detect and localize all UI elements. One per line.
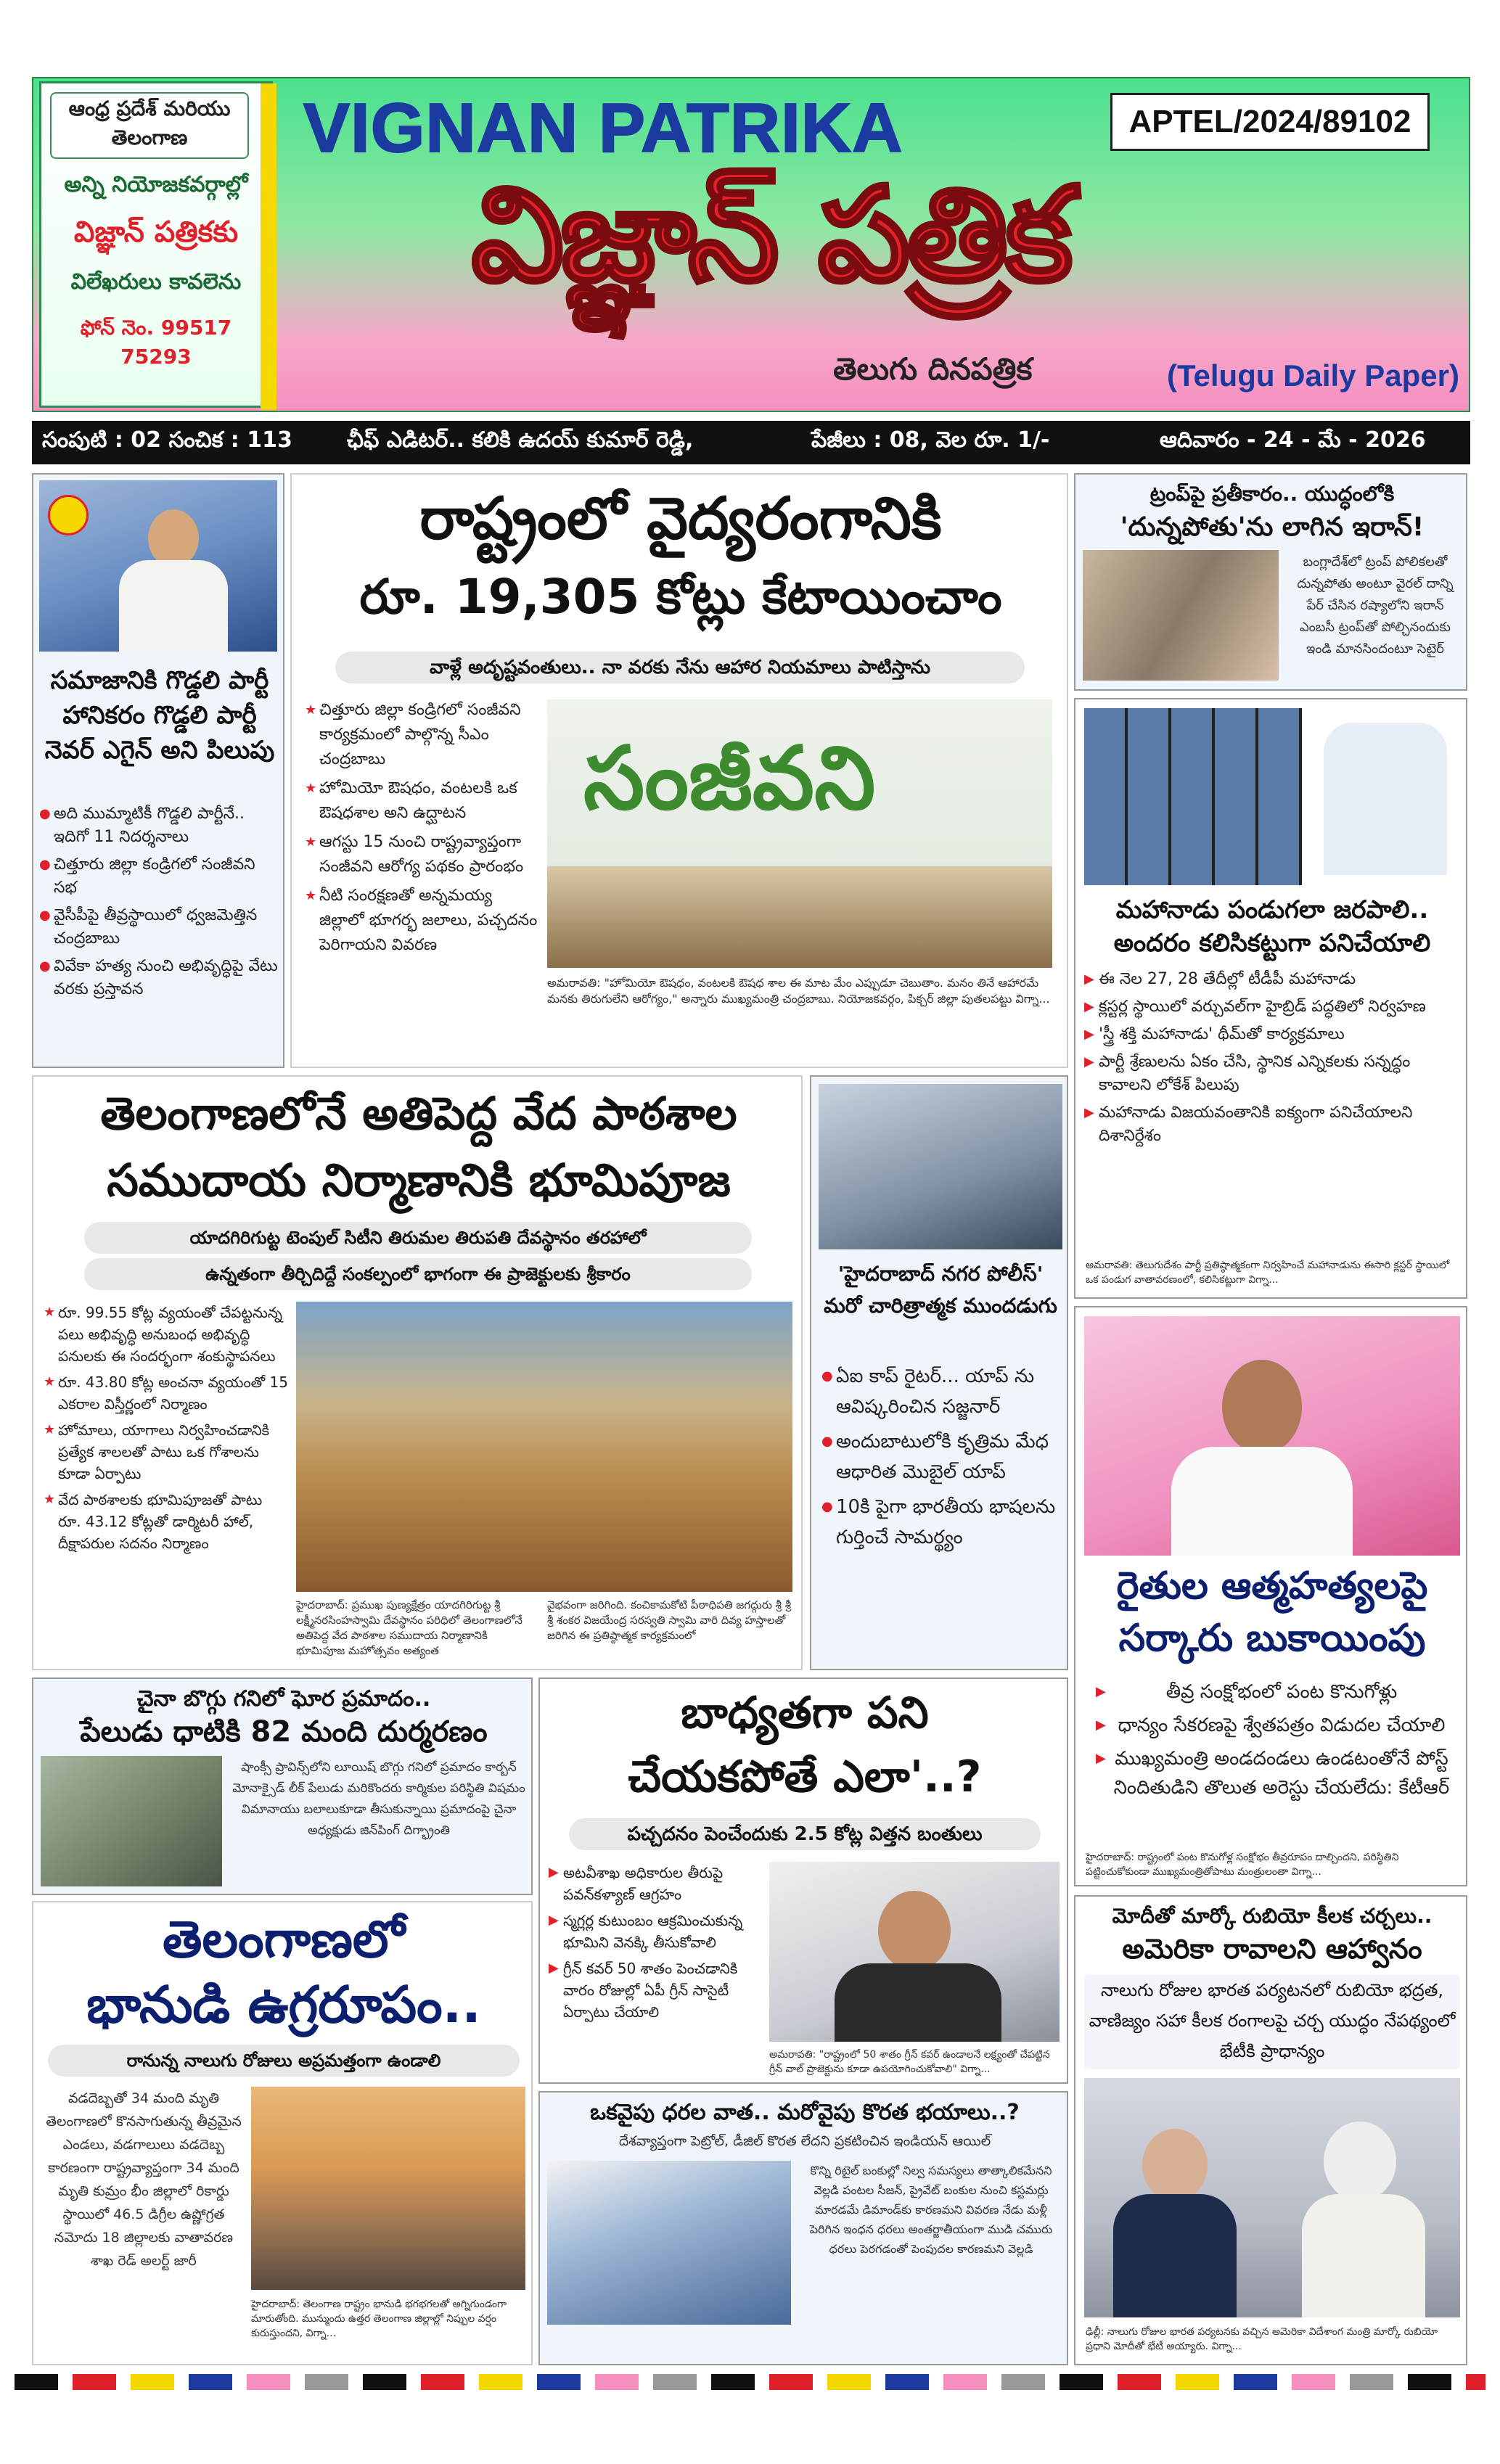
coal-body: షాంక్సీ ప్రావిన్స్‌లోని లూయిష్ బొగ్గు గనిలో ప్రమాదం కార్బన్ మోనాక్సైడ్ లీక్ పేలుడు మరికొందరు కార్మికుల పరిస్థితి విషమం విమానాయు బలాలుకూడా తీసుకున్నాయి ప్రమాదంపై చైనా అధ్యక్షుడు జిన్‌పింగ్ దిగ్భ్రాంతి — [232, 1760, 525, 1838]
heat-story — [32, 1901, 533, 2365]
modi-rubio-photo — [1084, 2078, 1460, 2317]
list-item: ★ చిత్తూరు జిల్లా కండ్రిగలో సంజీవని కార్యక్రమంలో పాల్గొన్న సీఎం చంద్రబాబు — [306, 698, 538, 772]
pawan-headline-2: చేయకపోతే ఎలా'..? — [628, 1752, 982, 1802]
veda-headline-1: తెలంగాణలోనే అతిపెద్ద వేద పాఠశాల — [100, 1087, 737, 1140]
list-item: ★ హోమియో ఔషధం, వంటలకి ఒక ఔషధశాల అని ఉద్ఘాటన — [306, 776, 538, 826]
constituencies-label: అన్ని నియోజకవర్గాల్లో — [64, 172, 248, 197]
rubio-story — [1074, 1895, 1467, 2365]
veda-ceremony-photo — [296, 1302, 792, 1592]
fuel-station-photo — [547, 2161, 791, 2325]
states-label: ఆంధ్ర ప్రదేశ్ మరియు తెలంగాణ — [50, 92, 249, 159]
list-item: ● అది ముమ్మాటికీ గొడ్డలి పార్టీనే.. ఇదిగో 11 నిదర్శనాలు — [41, 802, 279, 849]
mahanadu-caption: అమరావతి: తెలుగుదేశం పార్టీ ప్రతిష్ఠాత్మకంగా నిర్వహించే మహానాడును ఈసారి క్లస్టర్ స్థాయిలో ఒక పండుగ వాతావరణంలో, కలిసికట్టుగా విగ్నా... — [1086, 1260, 1450, 1286]
lead-subheadline: వాళ్లే అదృష్టవంతులు.. నా వరకు నేను ఆహార నియమాలు పాటిస్తాను — [335, 652, 1025, 683]
list-item: ▶ గ్రీన్ కవర్ 50 శాతం పెంచడానికి వారం రోజుల్లో ఏపీ గ్రీన్ సాసైటీ ఏర్పాటు చేయాలి — [550, 1958, 761, 2023]
pawan-photo — [769, 1862, 1060, 2042]
veda-sub-1: యాదగిరిగుట్ట టెంపుల్ సిటీని తిరుమల తిరుపతి దేవస్థానం తరహాలో — [84, 1222, 752, 1254]
veda-sub-2: ఉన్నతంగా తీర్చిదిద్దే సంకల్పంలో భాగంగా ఈ ప్రాజెక్టులకు శ్రీకారం — [84, 1258, 752, 1290]
list-item: ▶ ముఖ్యమంత్రి అండదండలు ఉండటంతోనే పోస్ట్ నిందితుడిని తొలుత అరెస్టు చేయలేదు: కేటీఆర్ — [1097, 1744, 1453, 1802]
mahanadu-headline-2: అందరం కలిసికట్టుగా పనిచేయాలి — [1113, 929, 1431, 958]
heat-body: వడదెబ్బతో 34 మంది మృతి తెలంగాణలో కొనసాగుతున్న తీవ్రమైన ఎండలు, వడగాలులు వడదెబ్బ కారణంగా రాష్ట్రవ్యాప్తంగా 34 మంది మృతి కుమ్రం భీం జిల్లాలో రికార్డు స్థాయిలో 46.5 డిగ్రీల ఉష్ణోగ్రత నమోదు 18 జిల్లాలకు వాతావరణ శాఖ రెడ్ అలర్ట్ జారీ — [46, 2090, 242, 2269]
sanjeevani-banner: సంజీవని — [583, 728, 876, 829]
police-story — [810, 1075, 1068, 1670]
veda-caption-2: వైభవంగా జరిగింది. కంచికామకోటి పీఠాధిపతి జగద్గురు శ్రీ శ్రీ శ్రీ శంకర విజయేంద్ర సరస్వతి స్వామి వారి దివ్య హస్తాలతో జరిగిన ఈ ప్రతిష్ఠాత్మక కార్యక్రమంలో — [547, 1598, 791, 1642]
list-item: ▶ మహానాడు విజయవంతానికి ఐక్యంగా పనిచేయాలని దిశానిర్దేశం — [1086, 1101, 1460, 1148]
coal-mine-photo — [41, 1756, 222, 1886]
mahanadu-story — [1074, 698, 1467, 1299]
list-item: ★ రూ. 43.80 కోట్ల అంచనా వ్యయంతో 15 ఎకరాల విస్తీర్ణంలో నిర్మాణం — [45, 1371, 289, 1415]
list-item: ▶ 'స్త్రీ శక్తి మహానాడు' థీమ్‌తో కార్యక్రమాలు — [1086, 1023, 1460, 1046]
list-item: ★ రూ. 99.55 కోట్ల వ్యయంతో చేపట్టనున్న పలు అభివృద్ధి అనుబంధ అభివృద్ధి పనులకు ఈ సందర్భంగా శంకుస్థాపనలు — [45, 1302, 289, 1367]
yellow-strip — [261, 83, 276, 410]
ktr-headline-2: సర్కారు బుకాయింపు — [1118, 1617, 1426, 1660]
list-item: ● 10కి పైగా భారతీయ భాషలను గుర్తించే సామర్థ్యం — [823, 1492, 1058, 1553]
list-item: ● వివేకా హత్య నుంచి అభివృద్ధిపై వేటు వరకు ప్రస్తావన — [41, 955, 279, 1001]
list-item: ● వైసీపీపై తీవ్రస్థాయిలో ధ్వజమెత్తిన చంద్రబాబు — [41, 904, 279, 950]
left-story — [32, 473, 284, 1068]
bull-trump-photo — [1083, 550, 1279, 681]
ktr-speech-photo — [1084, 1316, 1460, 1556]
pawan-story — [538, 1677, 1068, 2084]
paper-name-telugu: విజ్ఞాన్ పత్రిక — [472, 160, 1070, 310]
color-registration-strip — [15, 2374, 1485, 2390]
coal-headline-1: చైనా బొగ్గు గనిలో ఘోర ప్రమాదం.. — [136, 1686, 431, 1712]
veda-caption-1: హైదరాబాద్: ప్రముఖ పుణ్యక్షేత్రం యాదగిరిగుట్ట శ్రీ లక్ష్మీనరసింహస్వామి దేవస్థానం పరిధిలో తెలంగాణలోనే అతిపెద్ద వేద పాఠశాల సముదాయ నిర్మాణానికి భూమిపూజ మహోత్సవం అత్యంత — [296, 1598, 522, 1657]
list-item: ▶ ఈ నెల 27, 28 తేదీల్లో టీడీపీ మహానాడు — [1086, 968, 1460, 991]
daily-label-english: (Telugu Daily Paper) — [1167, 358, 1459, 393]
pawan-caption: అమరావతి: "రాష్ట్రంలో 50 శాతం గ్రీన్ కవర్ ఉండాలనే లక్ష్యంతో చేపట్టిన గ్రీన్ వాల్ ప్రాజెక్టును కూడా ఉపయోగించుకోవాలి" విగ్నా... — [769, 2049, 1050, 2075]
sanjeevani-event-photo — [547, 699, 1052, 968]
lead-headline-1: రాష్ట్రంలో వైద్యరంగానికి — [419, 485, 942, 552]
list-item: ▶ పార్టీ శ్రేణులను ఏకం చేసి, స్థానిక ఎన్నికలకు సన్నద్ధం కావాలని లోకేశ్ పిలుపు — [1086, 1051, 1460, 1097]
lead-caption: అమరావతి: "హోమియో ఔషధం, వంటలకి ఔషధ శాల ఈ మాట మేం ఎప్పుడూ చెబుతాం. మనం తినే ఆహారమే మనకు తిరుగులేని ఆరోగ్యం," అన్నారు ముఖ్యమంత్రి చంద్రబాబు. నియోజకవర్గం, పిక్చర్ జిల్లా పుతలపట్టు విగ్నా... — [547, 976, 1050, 1006]
reporter-wanted-box — [39, 81, 273, 408]
list-item: ● చిత్తూరు జిల్లా కండ్రిగలో సంజీవని సభ — [41, 853, 279, 900]
list-item: ★ వేద పాఠశాలకు భూమిపూజతో పాటు రూ. 43.12 కోట్లతో డార్మిటరీ హాల్, దీక్షాపరుల సదనం నిర్మాణం — [45, 1489, 289, 1554]
ktr-headline-1: రైతుల ఆత్మహత్యలపై — [1116, 1564, 1428, 1608]
registration-number: APTEL/2024/89102 — [1110, 93, 1430, 151]
daily-label-telugu: తెలుగు దినపత్రిక — [833, 351, 1033, 387]
pawan-subheadline: పచ్చదనం పెంచేందుకు 2.5 కోట్ల విత్తన బంతులు — [569, 1818, 1041, 1850]
police-launch-photo — [819, 1084, 1062, 1249]
list-item: ★ నీటి సంరక్షణతో అన్నమయ్య జిల్లాలో భూగర్భ జలాలు, పచ్చదనం పెరిగాయని వివరణ — [306, 884, 538, 958]
ktr-story — [1074, 1306, 1467, 1886]
trump-body: బంగ్లాదేశ్‌లో ట్రంప్ పోలికలతో దున్నపోతు అంటూ వైరల్ దాన్ని పేర్ చేసిన రష్యాలోని ఇరాన్ ఎంబసీ ట్రంప్‌తో పోల్చినందుకు ఇండి మానసిందంటూ సెటైర్ — [1297, 554, 1454, 657]
rubio-caption: ఢిల్లీ: నాలుగు రోజుల భారత పర్యటనకు వచ్చిన అమెరికా విదేశాంగ మంత్రి మార్కో రుబియో ప్రధాని మోదీతో భేటీ అయ్యారు. విగ్నా... — [1086, 2326, 1438, 2352]
list-item: ▶ అటవీశాఖ అధికారుల తీరుపై పవన్‌కళ్యాణ్ ఆగ్రహం — [550, 1862, 761, 1905]
veda-story — [32, 1075, 803, 1670]
volume-issue: సంపుటి : 02 సంచిక : 113 — [42, 427, 292, 453]
video-conference-photo — [1084, 708, 1460, 885]
list-item: ★ ఆగస్టు 15 నుంచి రాష్ట్రవ్యాప్తంగా సంజీవని ఆరోగ్య పథకం ప్రారంభం — [306, 830, 538, 879]
phone-number: ఫోన్ నెం. 99517 75293 — [80, 316, 232, 369]
rubio-headline-1: మోదీతో మార్కో రుబియో కీలక చర్చలు.. — [1112, 1904, 1433, 1928]
list-item: ▶ ధాన్యం సేకరణపై శ్వేతపత్రం విడుదల చేయాలి — [1097, 1711, 1453, 1740]
fuel-body-2: కొన్ని రిటైల్ బంకుల్లో నిల్వ సమస్యలు తాత్కాలికమేనని వెల్లడి పంటల సీజన్, ప్రైవేట్ బంకుల నుంచి కస్టమర్లు మారడమే డిమాండ్‌కు కారణమని వివరణ నేడు మళ్లీ పెరిగిన ఇంధన ధరలు అంతర్జాతీయంగా ముడి చమురు ధరలు పెరగడంతో పెంపుదల కారణమని వెల్లడి — [809, 2164, 1053, 2256]
issue-info-bar — [32, 421, 1470, 464]
hyderabad-heat-photo — [251, 2087, 525, 2290]
heat-caption: హైదరాబాద్: తెలంగాణ రాష్ట్రం భానుడి భగభగలతో అగ్నిగుండంగా మారుతోంది. మున్ముందు ఉత్తర తెలంగాణ జిల్లాల్లో నిప్పుల వర్షం కురుస్తుందని, విగ్నా... — [251, 2299, 507, 2339]
pawan-headline-1: బాధ్యతగా పని — [681, 1688, 929, 1738]
mahanadu-headline-1: మహానాడు పండుగలా జరపాలి.. — [1115, 895, 1429, 924]
heat-headline-1: తెలంగాణలో — [163, 1910, 405, 1969]
heat-headline-2: భానుడి ఉగ్రరూపం.. — [86, 1975, 481, 2034]
trump-story — [1074, 473, 1467, 691]
fuel-story — [538, 2091, 1068, 2365]
list-item: ▶ తీవ్ర సంక్షోభంలో పంట కొనుగోళ్లు — [1097, 1677, 1453, 1707]
trump-headline-1: ట్రంప్‌పై ప్రతీకారం.. యుద్ధంలోకి — [1149, 482, 1395, 506]
list-item: ● ఏఐ కాప్ రైటర్... యాప్ ను ఆవిష్కరించిన సజ్జనార్ — [823, 1361, 1058, 1422]
trump-headline-2: 'దున్నపోతు'ను లాగిన ఇరాన్! — [1120, 512, 1425, 542]
coal-story — [32, 1677, 533, 1895]
rubio-body: నాలుగు రోజుల భారత పర్యటనలో రుబియో భద్రత, వాణిజ్యం సహా కీలక రంగాలపై చర్చ యుద్ధం నేపథ్యంలో భేటీకి ప్రాధాన్యం — [1084, 1975, 1460, 2069]
list-item: ▶ స్మగ్లర్ల కుటుంబం ఆక్రమించుకున్న భూమిని వెనక్కి తీసుకోవాలి — [550, 1910, 761, 1953]
lead-story — [290, 473, 1068, 1068]
pages-price: పేజీలు : 08, వెల రూ. 1/- — [811, 427, 1050, 453]
chief-editor: ఛీఫ్ ఎడిటర్.. కలికి ఉదయ్ కుమార్ రెడ్డి, — [347, 427, 694, 453]
fuel-body-1: దేశవ్యాప్తంగా పెట్రోల్, డీజిల్ కొరత లేదని ప్రకటించిన ఇండియన్ ఆయిల్ — [618, 2133, 991, 2149]
heat-subheadline: రానున్న నాలుగు రోజులు అప్రమత్తంగా ఉండాలి — [48, 2045, 520, 2077]
cm-photo — [39, 480, 277, 652]
list-item: ★ హోమాలు, యాగాలు నిర్వహించడానికి ప్రత్యేక శాలలతో పాటు ఒక గోశాలను కూడా ఏర్పాటు — [45, 1419, 289, 1484]
paper-name-english: VIGNAN PATRIKA — [303, 89, 903, 167]
fuel-headline: ఒకవైపు ధరల వాత.. మరోవైపు కొరత భయాలు..? — [590, 2100, 1020, 2125]
rubio-headline-2: అమెరికా రావాలని ఆహ్వానం — [1122, 1933, 1422, 1965]
left-headline: సమాజానికి గొడ్డలి పార్టీ హానికరం గొడ్డలి పార్టీ నెవర్ ఎగైన్ అని పిలుపు — [44, 666, 275, 765]
coal-headline-2: పేలుడు ధాటికి 82 మంది దుర్మరణం — [80, 1715, 488, 1749]
issue-date: ఆదివారం - 24 - మే - 2026 — [1160, 427, 1426, 453]
list-item: ● అందుబాటులోకి కృత్రిమ మేధ ఆధారిత మొబైల్ యాప్ — [823, 1426, 1058, 1487]
veda-headline-2: సముదాయ నిర్మాణానికి భూమిపూజ — [107, 1154, 731, 1207]
reporters-wanted: విలేఖరులు కావలెను — [70, 269, 242, 295]
lead-headline-2: రూ. 19,305 కోట్లు కేటాయించాం — [359, 569, 1002, 625]
list-item: ▶ క్లస్టర్ల స్థాయిలో వర్చువల్‌గా హైబ్రిడ్ పద్ధతిలో నిర్వహణ — [1086, 995, 1460, 1019]
ktr-caption: హైదరాబాద్: రాష్ట్రంలో పంట కొనుగోళ్ల సంక్షోభం తీవ్రరూపం దాల్చిందని, పరిస్థితిని పట్టించుకోకుండా ముఖ్యమంత్రితోపాటు మంత్రులంతా విగ్నా... — [1086, 1852, 1399, 1878]
police-headline: 'హైదరాబాద్ నగర పోలీస్' మరో చారిత్రాత్మక ముందడుగు — [824, 1262, 1057, 1318]
paper-name-small: విజ్ఞాన్ పత్రికకు — [73, 215, 239, 249]
